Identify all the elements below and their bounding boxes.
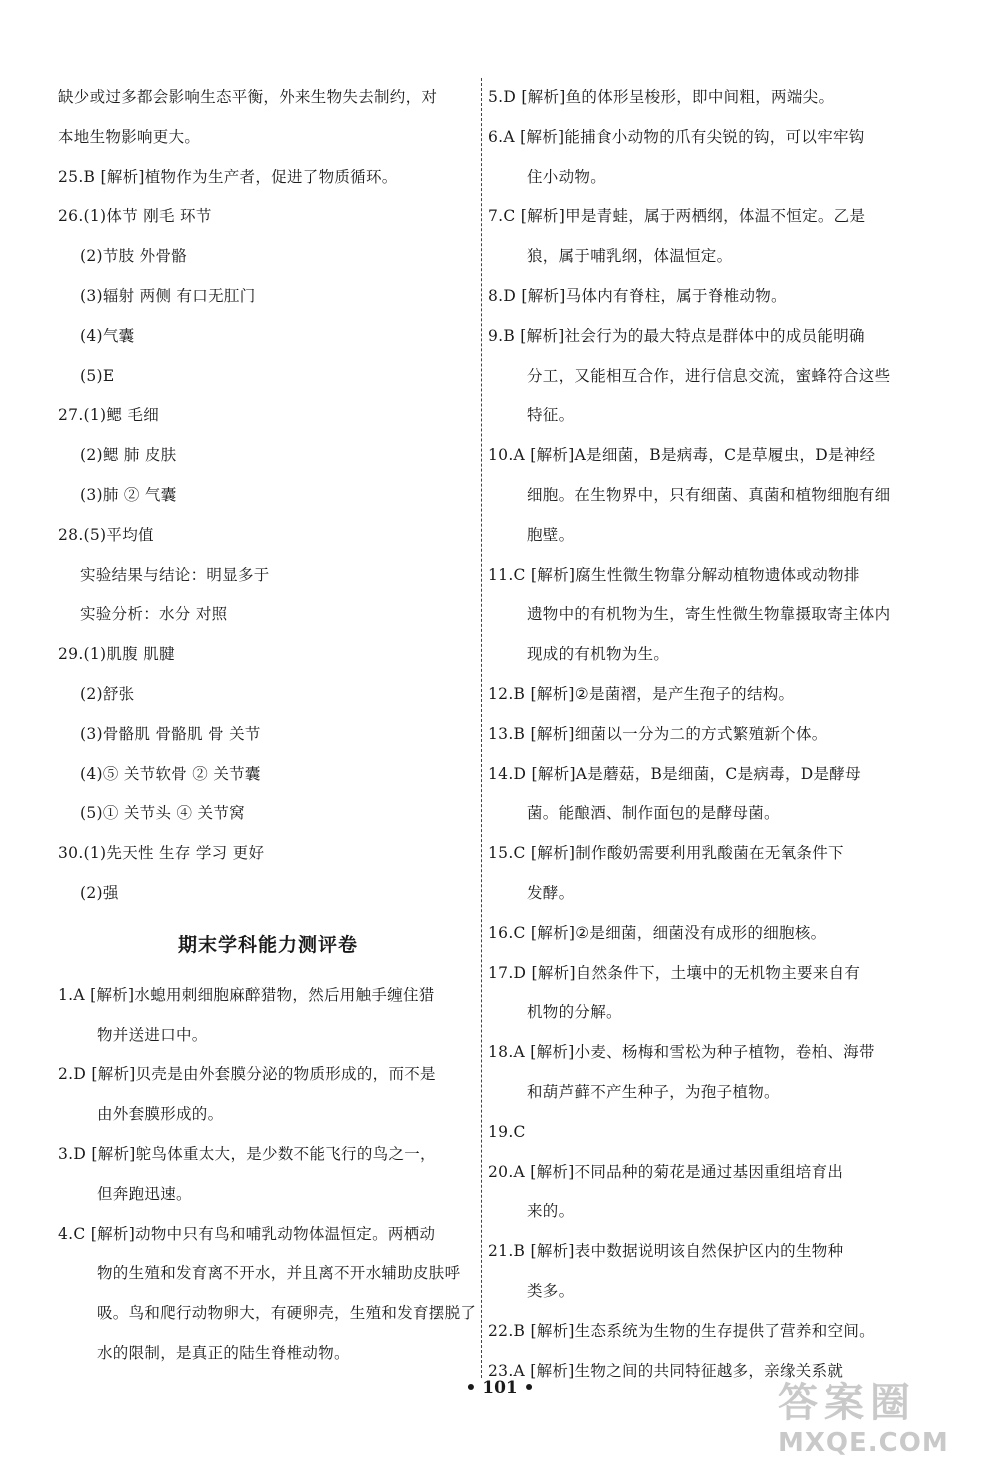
watermark-url: MXQE.COM [778,1428,949,1458]
text-line: 特征。 [527,406,575,425]
answer-1: 1.A [解析]水螅用刺细胞麻醉猎物，然后用触手缠住猎 [58,985,435,1004]
answer-26-5: (5)E [80,366,115,385]
watermark-title: 答案圈 [778,1380,916,1426]
answer-21: 21.B [解析]表中数据说明该自然保护区内的生物种 [488,1242,844,1261]
text-line: 物的生殖和发育离不开水，并且离不开水辅助皮肤呼 [97,1264,461,1283]
text-line: 本地生物影响更大。 [58,127,201,146]
answer-3: 3.D [解析]鸵鸟体重太大，是少数不能飞行的鸟之一， [58,1144,436,1163]
answer-11: 11.C [解析]腐生性微生物靠分解动植物遗体或动物排 [488,565,860,584]
answer-16: 16.C [解析]②是细菌，细菌没有成形的细胞核。 [488,923,827,942]
answer-18: 18.A [解析]小麦、杨梅和雪松为种子植物，卷柏、海带 [488,1043,875,1062]
text-line: 机物的分解。 [527,1003,622,1022]
answer-27-2: (2)鳃 肺 皮肤 [80,446,177,465]
text-line: 发酵。 [527,883,575,902]
right-column [488,78,928,1391]
text-line: 住小动物。 [527,167,607,186]
answer-29-5: (5)① 关节头 ④ 关节窝 [80,804,245,823]
text-line: 缺少或过多都会影响生态平衡，外来生物失去制约，对 [58,88,438,106]
answer-15: 15.C [解析]制作酸奶需要利用乳酸菌在无氧条件下 [488,844,844,863]
answer-9: 9.B [解析]社会行为的最大特点是群体中的成员能明确 [488,326,865,345]
answer-7: 7.C [解析]甲是青蛙，属于两栖纲，体温不恒定。乙是 [488,207,866,226]
watermark-logo [778,1371,988,1461]
text-line: 菌。能酿酒、制作面包的是酵母菌。 [527,804,780,823]
answer-28-result: 实验结果与结论：明显多于 [80,565,270,584]
answer-2: 2.D [解析]贝壳是由外套膜分泌的物质形成的，而不是 [58,1065,436,1084]
text-line: 物并送进口中。 [97,1025,208,1044]
answer-29-4: (4)⑤ 关节软骨 ② 关节囊 [80,764,261,783]
answer-26-2: (2)节肢 外骨骼 [80,247,188,266]
answer-22: 22.B [解析]生态系统为生物的生存提供了营养和空间。 [488,1321,875,1340]
left-column [58,78,478,1374]
text-line: 类多。 [527,1281,575,1300]
text-line: 但奔跑迅速。 [97,1184,192,1203]
answer-30-2: (2)强 [80,883,119,902]
text-line: 胞壁。 [527,525,575,544]
answer-27: 27.(1)鳃 毛细 [58,406,160,425]
text-line: 和葫芦藓不产生种子，为孢子植物。 [527,1082,780,1101]
answer-23: 23.A [解析]生物之间的共同特征越多，亲缘关系就 [488,1361,844,1380]
text-line: 狼，属于哺乳纲，体温恒定。 [527,247,733,266]
column-divider [481,78,482,1378]
answer-28-analysis: 实验分析：水分 对照 [80,605,228,624]
text-line: 现成的有机物为生。 [527,645,670,664]
answer-29-2: (2)舒张 [80,684,135,703]
answer-10: 10.A [解析]A是细菌，B是病毒，C是草履虫，D是神经 [488,446,876,465]
answer-26-4: (4)气囊 [80,326,135,345]
text-line: 由外套膜形成的。 [97,1105,224,1124]
text-line: 吸。鸟和爬行动物卵大，有硬卵壳，生殖和发育摆脱了 [97,1304,477,1323]
answer-8: 8.D [解析]马体内有脊柱，属于脊椎动物。 [488,286,787,305]
page-number: • 101 • [465,1378,535,1398]
answer-19: 19.C [488,1122,526,1141]
answer-20: 20.A [解析]不同品种的菊花是通过基因重组培育出 [488,1162,844,1181]
section-title: 期末学科能力测评卷 [177,933,358,956]
answer-17: 17.D [解析]自然条件下，土壤中的无机物主要来自有 [488,963,861,982]
answer-13: 13.B [解析]细菌以一分为二的方式繁殖新个体。 [488,724,828,743]
answer-4: 4.C [解析]动物中只有鸟和哺乳动物体温恒定。两栖动 [58,1224,436,1243]
answer-12: 12.B [解析]②是菌褶，是产生孢子的结构。 [488,684,795,703]
answer-14: 14.D [解析]A是蘑菇，B是细菌，C是病毒，D是酵母 [488,764,861,783]
text-line: 分工，又能相互合作，进行信息交流，蜜蜂符合这些 [527,366,891,385]
text-line: 来的。 [527,1202,575,1221]
answer-29-3: (3)骨骼肌 骨骼肌 骨 关节 [80,724,261,743]
answer-30: 30.(1)先天性 生存 学习 更好 [58,844,265,863]
answer-26-3: (3)辐射 两侧 有口无肛门 [80,286,256,305]
answer-5: 5.D [解析]鱼的体形呈梭形，即中间粗，两端尖。 [488,88,835,106]
answer-28: 28.(5)平均值 [58,525,154,544]
answer-25: 25.B [解析]植物作为生产者，促进了物质循环。 [58,167,398,186]
text-line: 细胞。在生物界中，只有细菌、真菌和植物细胞有细 [527,485,891,504]
answer-29: 29.(1)肌腹 肌腱 [58,645,175,664]
text-line: 水的限制，是真正的陆生脊椎动物。 [97,1343,350,1362]
answer-26: 26.(1)体节 刚毛 环节 [58,207,212,226]
answer-27-3: (3)肺 ② 气囊 [80,485,177,504]
answer-6: 6.A [解析]能捕食小动物的爪有尖锐的钩，可以牢牢钩 [488,127,865,146]
text-line: 遗物中的有机物为生，寄生性微生物靠摄取寄主体内 [527,605,891,624]
